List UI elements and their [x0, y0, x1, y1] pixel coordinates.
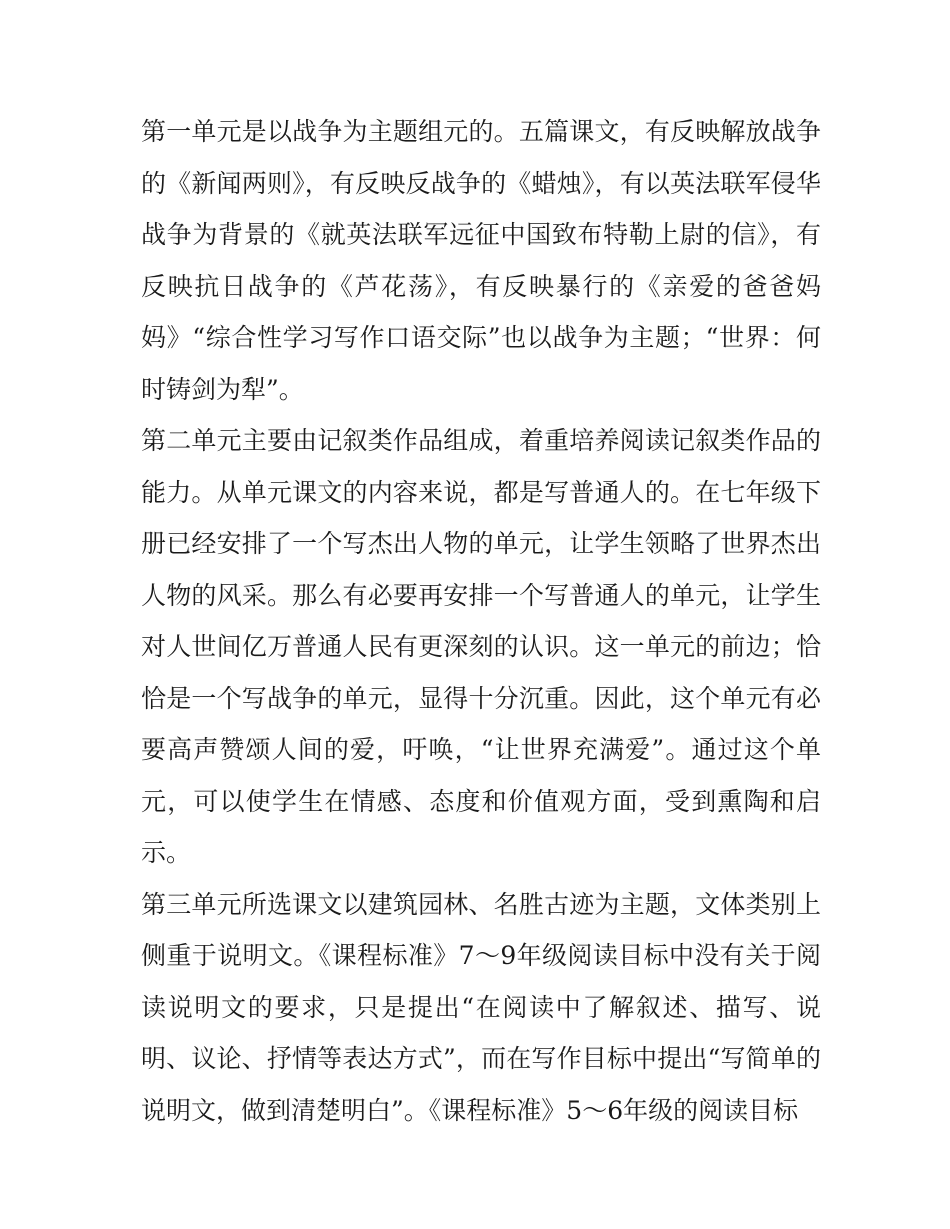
- paragraph-unit-3: 第三单元所选课文以建筑园林、名胜古迹为主题，文体类别上侧重于说明文。《课程标准》7～9年级阅读目标中没有关于阅读说明文的要求，只是提出“在阅读中了解叙述、描写、说明、议论、抒情等表达方式”，而在写作目标中提出“写简单的说明文，做到清楚明白”。《课程标准》5～6年级的阅读目标: [141, 889, 821, 1125]
- document-body: [141, 106, 821, 1136]
- paragraph-unit-1: 第一单元是以战争为主题组元的。五篇课文，有反映解放战争的《新闻两则》，有反映反战争的《蜡烛》，有以英法联军侵华战争为背景的《就英法联军远征中国致布特勒上尉的信》，有反映抗日战争的《芦花荡》，有反映暴行的《亲爱的爸爸妈妈》“综合性学习写作口语交际”也以战争为主题；“世界：何时铸剑为犁”。: [141, 117, 821, 404]
- paragraph-unit-2: 第二单元主要由记叙类作品组成，着重培养阅读记叙类作品的能力。从单元课文的内容来说，都是写普通人的。在七年级下册已经安排了一个写杰出人物的单元，让学生领略了世界杰出人物的风采。那么有必要再安排一个写普通人的单元，让学生对人世间亿万普通人民有更深刻的认识。这一单元的前边；恰恰是一个写战争的单元，显得十分沉重。因此，这个单元有必要高声赞颂人间的爱，吁唤，“让世界充满爱”。通过这个单元，可以使学生在情感、态度和价值观方面，受到熏陶和启示。: [141, 426, 821, 867]
